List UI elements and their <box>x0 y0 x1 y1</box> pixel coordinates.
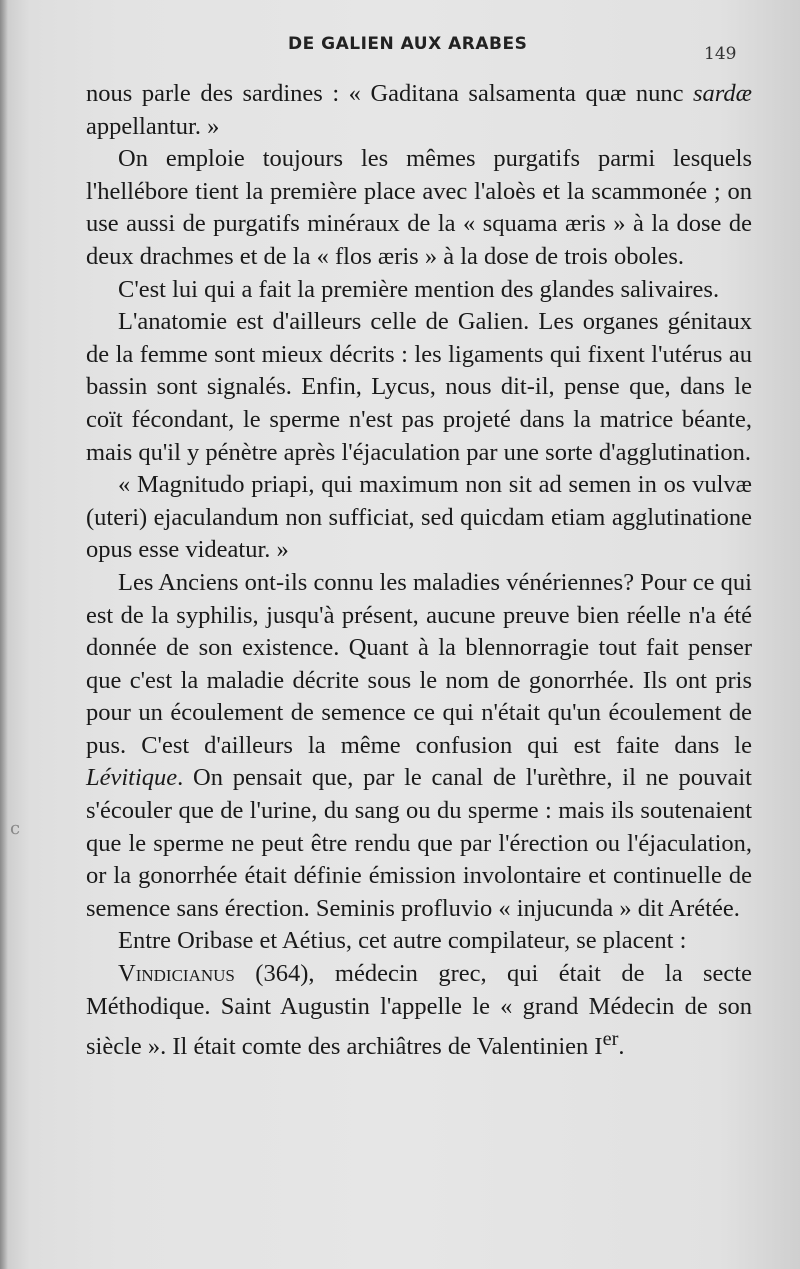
italic-text: sardæ <box>692 80 752 107</box>
paragraph <box>86 143 752 273</box>
text-segment: « Magnitudo priapi, qui maximum non sit ad semen in os vulvæ (uteri) ejaculandum non sufficiat, sed quicdam etiam agglutinatione opus esse videatur. » <box>86 471 752 564</box>
page-number: 149 <box>704 44 737 64</box>
body-text <box>86 78 752 1064</box>
text-segment: . <box>618 1033 625 1061</box>
paragraph <box>86 925 752 958</box>
superscript: er <box>602 1028 619 1051</box>
paragraph <box>86 958 752 1064</box>
italic-text: Lévitique <box>86 764 178 792</box>
paragraph <box>86 469 752 567</box>
paragraph <box>86 274 752 307</box>
text-segment: On emploie toujours les mêmes purgatifs parmi lesquels l'hellébore tient la première place avec l'aloès et la scammonée ; on use aussi de purgatifs minéraux de la « squama æris » à la dose de deux drachmes et de la « flos æris » à la dose de trois oboles. <box>86 145 752 270</box>
text-segment: Les Anciens ont-ils connu les maladies vénériennes? Pour ce qui est de la syphilis, jusqu'à présent, aucune preuve bien réelle n'a été donnée de son existence. Quant à la blennorragie tout fait penser que c'est la maladie décrite sous le nom de gonorrhée. Ils ont pris pour un écoulement de semence ce qui n'était qu'un écoulement de pus. C'est d'ailleurs la même confusion qui est faite dans le <box>86 568 752 759</box>
text-segment: appellantur. » <box>86 112 220 140</box>
text-segment: C'est lui qui a fait la première mention des glandes salivaires. <box>118 275 720 303</box>
text-segment: (364), médecin grec, qui était de la secte Méthodique. Saint Augustin l'appelle le « grand Médecin de son siècle ». Il était comte des archiâtres de Valentinien I <box>86 960 752 1061</box>
page-header <box>0 34 800 64</box>
text-segment: L'anatomie est d'ailleurs celle de Galien. Les organes génitaux de la femme sont mieux décrits : les ligaments qui fixent l'utérus au bassin sont signalés. Enfin, Lycus, nous dit-il, pense que, dans le coït fécondant, le sperme n'est pas projeté dans la matrice béante, mais qu'il y pénètre après l'éjaculation par une sorte d'agglutination. <box>86 308 752 466</box>
margin-mark: c <box>10 818 21 839</box>
smallcaps-name: Vindicianus <box>118 960 235 988</box>
binding-shadow <box>0 0 8 1269</box>
text-segment: nous parle des sardines : « Gaditana salsamenta quæ nunc <box>86 80 693 107</box>
paragraph <box>86 78 752 143</box>
paragraph <box>86 567 752 926</box>
running-title: DE GALIEN AUX ARABES <box>288 34 528 54</box>
paragraph <box>86 306 752 469</box>
text-segment: Entre Oribase et Aétius, cet autre compilateur, se placent : <box>118 927 687 955</box>
text-segment: . On pensait que, par le canal de l'urèthre, il ne pouvait s'écouler que de l'urine, du sang ou du sperme : mais ils soutenaient que le sperme ne peut être rendu que par l'érection ou l'éjaculation, or la gonorrhée était définie émission involontaire et continuelle de semence sans érection. Seminis profluvio « injucunda » dit Arétée. <box>86 764 752 922</box>
